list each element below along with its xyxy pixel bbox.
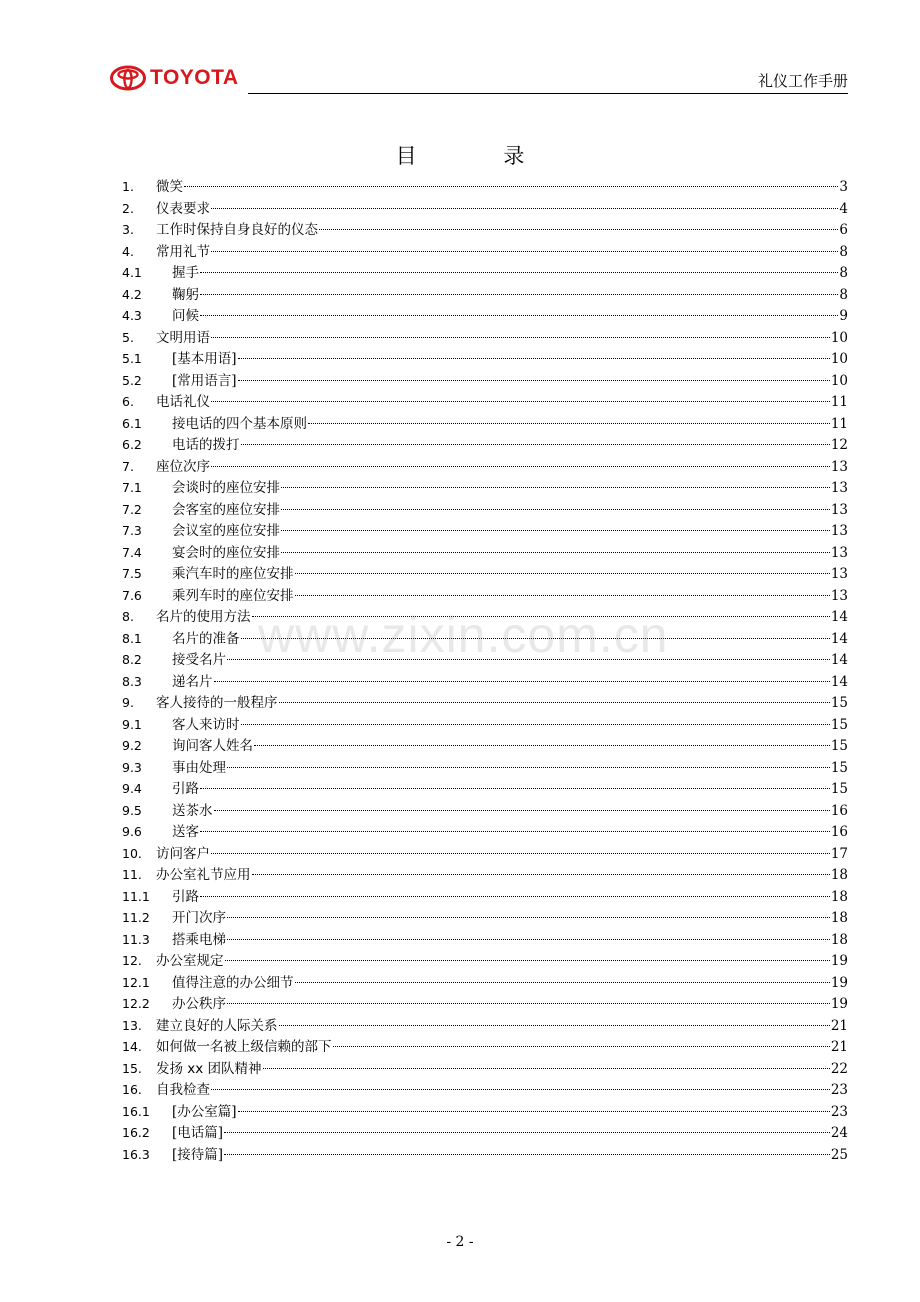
toc-entry-page: 10 [830, 372, 848, 389]
toc-entry-number: 16. [122, 1082, 142, 1097]
toc-entry-number: 12.2 [122, 996, 150, 1011]
toc-entry-page: 10 [830, 351, 848, 367]
toc-entry-label: 办公室规定 [156, 953, 224, 969]
toc-entry-label: 开门次序 [172, 910, 226, 926]
toc-entry-label: 客人接待的一般程序 [156, 695, 278, 711]
toc-entry-page: 19 [830, 953, 848, 969]
toc-leader-dots [200, 314, 838, 316]
toc-entry[interactable] [122, 1144, 848, 1166]
toc-entry-label: [接待篇] [172, 1146, 224, 1163]
toc-leader-dots [225, 959, 830, 961]
toc-entry-label: 送茶水 [172, 802, 213, 819]
toc-entry-page: 15 [830, 695, 848, 711]
toc-leader-dots [333, 1045, 830, 1047]
toc-entry-label: 会议室的座位安排 [172, 523, 280, 539]
toc-entry-page: 12 [830, 437, 848, 453]
toc-entry-number: 9. [122, 695, 134, 710]
toc-entry-label: 握手 [172, 265, 199, 281]
toc-entry-label: 名片的准备 [172, 630, 240, 647]
toc-entry-number: 12. [122, 953, 142, 968]
toc-entry-page: 14 [830, 609, 848, 625]
toc-entry-page: 11 [830, 415, 848, 432]
toc-entry[interactable] [122, 563, 848, 585]
toc-entry[interactable] [122, 198, 848, 220]
toc-entry-page: 13 [830, 587, 848, 604]
toc-entry-page: 19 [830, 974, 848, 991]
toc-leader-dots [281, 551, 830, 553]
toc-leader-dots [184, 185, 838, 187]
toc-entry-label: 送客 [172, 824, 199, 840]
toc-entry-label: [常用语言] [172, 372, 237, 389]
toc-entry-page: 21 [830, 1017, 848, 1034]
toc-leader-dots [241, 723, 830, 725]
toc-entry-label: 访问客户 [156, 845, 210, 862]
toc-entry-number: 5. [122, 329, 134, 345]
toc-entry-page: 18 [830, 888, 848, 905]
toc-entry-page: 10 [830, 329, 848, 346]
toc-entry[interactable] [122, 843, 848, 865]
toc-entry-page: 13 [830, 544, 848, 561]
toc-entry-page: 8 [839, 286, 848, 303]
toc-entry[interactable] [122, 628, 848, 650]
toc-entry-number: 4. [122, 243, 134, 259]
toc-entry[interactable] [122, 972, 848, 994]
toc-entry-number: 7.1 [122, 480, 142, 495]
toc-leader-dots [295, 594, 830, 596]
toc-entry[interactable] [122, 714, 848, 736]
toc-entry-page: 25 [830, 1146, 848, 1163]
toc-entry-number: 9.5 [122, 802, 142, 818]
toc-entry-label: 接受名片 [172, 652, 226, 668]
brand-name: TOYOTA [150, 66, 239, 89]
toc-entry[interactable] [122, 477, 848, 499]
toc-leader-dots [227, 938, 830, 940]
toc-entry[interactable] [122, 1015, 848, 1037]
toc-entry-page: 11 [830, 394, 848, 410]
toc-entry-label: 电话的拨打 [172, 437, 240, 453]
toc-entry-label: 递名片 [172, 673, 213, 690]
toc-entry[interactable] [122, 757, 848, 779]
toc-entry-number: 5.1 [122, 351, 142, 366]
header-rule [248, 93, 848, 94]
toc-entry-page: 3 [839, 179, 848, 195]
toc-entry-number: 8.2 [122, 652, 142, 667]
toc-entry-label: [基本用语] [172, 351, 237, 367]
toc-entry-number: 7.2 [122, 501, 142, 517]
toc-entry[interactable] [122, 671, 848, 693]
page-header [110, 60, 848, 96]
toc-entry-label: 如何做一名被上级信赖的部下 [156, 1039, 332, 1055]
toc-leader-dots [319, 228, 838, 230]
toc-entry-page: 8 [839, 265, 848, 281]
toc-entry-label: 电话礼仪 [156, 394, 210, 410]
toc-entry-page: 4 [839, 200, 848, 217]
toc-entry-label: 事由处理 [172, 759, 226, 776]
toc-entry-page: 15 [830, 759, 848, 776]
toc-entry-label: 引路 [172, 888, 199, 905]
toc-entry[interactable] [122, 649, 848, 671]
toc-leader-dots [200, 830, 830, 832]
toc-entry[interactable] [122, 262, 848, 284]
toc-entry-number: 9.6 [122, 824, 142, 839]
toc-entry[interactable] [122, 176, 848, 198]
toc-entry[interactable] [122, 1101, 848, 1123]
toc-entry-number: 10. [122, 845, 142, 861]
toc-leader-dots [214, 680, 830, 682]
toc-entry[interactable] [122, 735, 848, 757]
toc-entry-number: 7.4 [122, 544, 142, 560]
toc-entry-page: 8 [839, 243, 848, 260]
toc-entry[interactable] [122, 327, 848, 349]
toc-entry-page: 18 [830, 910, 848, 926]
toc-entry-label: 宴会时的座位安排 [172, 544, 280, 561]
toc-leader-dots [200, 895, 830, 897]
toc-entry-label: 会客室的座位安排 [172, 501, 280, 518]
toc-entry-number: 4.3 [122, 308, 142, 323]
toc-entry[interactable] [122, 1058, 848, 1080]
toc-entry-label: 常用礼节 [156, 243, 210, 260]
toc-entry-page: 15 [830, 781, 848, 797]
toc-entry[interactable] [122, 370, 848, 392]
toc-entry-label: 值得注意的办公细节 [172, 974, 294, 991]
toc-entry-label: 名片的使用方法 [156, 609, 251, 625]
toc-entry[interactable] [122, 542, 848, 564]
toc-entry-page: 15 [830, 738, 848, 754]
toc-leader-dots [238, 1110, 830, 1112]
toc-heading: 目 录 [395, 144, 565, 168]
toc-entry-label: [办公室篇] [172, 1103, 237, 1120]
toc-entry-page: 13 [830, 566, 848, 582]
toc-entry-page: 15 [830, 716, 848, 733]
toc-leader-dots [211, 207, 838, 209]
toc-leader-dots [279, 1024, 830, 1026]
toc-leader-dots [211, 1088, 830, 1090]
toc-entry-number: 11.2 [122, 910, 150, 925]
toc-leader-dots [252, 615, 830, 617]
toc-entry-number: 7. [122, 458, 134, 474]
toc-entry-label: 微笑 [156, 179, 183, 195]
toc-entry-page: 21 [830, 1039, 848, 1055]
toc-entry-page: 23 [830, 1103, 848, 1120]
toc-entry-page: 13 [830, 501, 848, 518]
toc-entry-number: 4.2 [122, 286, 142, 302]
toc-leader-dots [211, 400, 830, 402]
toc-leader-dots [200, 271, 838, 273]
toc-entry-number: 7.6 [122, 587, 142, 603]
toc-entry-page: 6 [839, 222, 848, 238]
toc-leader-dots [224, 1153, 830, 1155]
toc-entry-number: 11.3 [122, 931, 150, 947]
toc-entry-label: [电话篇] [172, 1125, 224, 1141]
toc-leader-dots [214, 809, 830, 811]
toc-entry-label: 乘汽车时的座位安排 [172, 566, 294, 582]
toc-leader-dots [263, 1067, 830, 1069]
page-number: - 2 - [446, 1234, 474, 1250]
toc-entry[interactable] [122, 778, 848, 800]
toc-entry[interactable] [122, 305, 848, 327]
toc-entry[interactable] [122, 864, 848, 886]
toc-entry-number: 2. [122, 200, 134, 216]
toc-entry[interactable] [122, 950, 848, 972]
toc-entry[interactable] [122, 993, 848, 1015]
toc-entry-label: 发扬 xx 团队精神 [156, 1060, 262, 1077]
toc-entry[interactable] [122, 456, 848, 478]
toyota-emblem-icon [110, 65, 146, 91]
toc-leader-dots [254, 744, 830, 746]
toc-entry-number: 12.1 [122, 974, 150, 990]
toc-entry[interactable] [122, 284, 848, 306]
toc-entry-number: 11.1 [122, 888, 150, 904]
toc-leader-dots [211, 465, 830, 467]
toc-entry-page: 14 [830, 652, 848, 668]
toc-leader-dots [281, 529, 830, 531]
toc-entry[interactable] [122, 821, 848, 843]
toc-entry-page: 19 [830, 996, 848, 1012]
toc-entry-label: 会谈时的座位安排 [172, 480, 280, 496]
toc-entry-number: 6.2 [122, 437, 142, 452]
toc-entry-label: 乘列车时的座位安排 [172, 587, 294, 604]
toc-entry-number: 1. [122, 179, 134, 194]
toc-leader-dots [200, 293, 838, 295]
toc-entry-label: 客人来访时 [172, 716, 240, 733]
toc-entry-number: 8.3 [122, 673, 142, 689]
toc-entry-label: 仪表要求 [156, 200, 210, 217]
toc-leader-dots [252, 873, 830, 875]
toc-entry[interactable] [122, 692, 848, 714]
toc-entry-label: 建立良好的人际关系 [156, 1017, 278, 1034]
toc-entry-number: 7.5 [122, 566, 142, 581]
toc-entry[interactable] [122, 520, 848, 542]
document-title: 礼仪工作手册 [757, 72, 848, 90]
toc-entry-page: 13 [830, 458, 848, 475]
toc-entry-number: 4.1 [122, 265, 142, 280]
toc-leader-dots [211, 852, 830, 854]
toc-entry-number: 7.3 [122, 523, 142, 538]
toc-entry-number: 16.2 [122, 1125, 150, 1140]
toc-entry[interactable] [122, 585, 848, 607]
toc-entry[interactable] [122, 800, 848, 822]
toc-entry-number: 15. [122, 1060, 142, 1076]
toc-entry-number: 8.1 [122, 630, 142, 646]
toc-entry-label: 办公秩序 [172, 996, 226, 1012]
toc-entry-page: 14 [830, 673, 848, 690]
toc-entry-page: 18 [830, 931, 848, 948]
toc-entry-page: 13 [830, 523, 848, 539]
toc-leader-dots [211, 336, 830, 338]
toc-entry-label: 搭乘电梯 [172, 931, 226, 948]
toc-entry-number: 16.3 [122, 1146, 150, 1162]
toc-leader-dots [279, 701, 830, 703]
toc-leader-dots [224, 1131, 830, 1133]
toc-leader-dots [241, 443, 830, 445]
watermark: www.zixin.com.cn [258, 607, 669, 663]
toc-entry-page: 14 [830, 630, 848, 647]
toc-entry[interactable] [122, 499, 848, 521]
toc-leader-dots [295, 981, 830, 983]
toc-leader-dots [295, 572, 830, 574]
toc-entry-number: 9.4 [122, 781, 142, 796]
toc-entry[interactable] [122, 929, 848, 951]
toc-entry[interactable] [122, 1079, 848, 1101]
table-of-contents [122, 176, 848, 1165]
toc-entry-number: 5.2 [122, 372, 142, 388]
toc-entry-page: 24 [830, 1125, 848, 1141]
toc-entry-label: 引路 [172, 781, 199, 797]
toc-leader-dots [308, 422, 830, 424]
toc-entry-label: 询问客人姓名 [172, 738, 253, 754]
toc-entry[interactable] [122, 434, 848, 456]
toc-entry-number: 9.2 [122, 738, 142, 753]
toc-entry-page: 22 [830, 1060, 848, 1077]
toc-leader-dots [211, 250, 838, 252]
toc-entry[interactable] [122, 391, 848, 413]
toc-leader-dots [238, 357, 830, 359]
toc-entry-number: 9.3 [122, 759, 142, 775]
toc-entry-page: 17 [830, 845, 848, 862]
toc-entry-number: 14. [122, 1039, 142, 1054]
toc-entry[interactable] [122, 413, 848, 435]
toc-entry-number: 8. [122, 609, 134, 624]
toc-leader-dots [238, 379, 830, 381]
toc-entry-number: 6. [122, 394, 134, 409]
toc-entry-page: 16 [830, 824, 848, 840]
toc-entry-page: 9 [839, 308, 848, 324]
toc-entry-number: 16.1 [122, 1103, 150, 1119]
toc-entry-label: 工作时保持自身良好的仪态 [156, 222, 318, 238]
toc-entry-label: 问候 [172, 308, 199, 324]
toc-leader-dots [227, 658, 830, 660]
toyota-logo [110, 64, 239, 92]
toc-entry-number: 6.1 [122, 415, 142, 431]
toc-entry-page: 16 [830, 802, 848, 819]
toc-leader-dots [227, 916, 830, 918]
toc-entry-label: 鞠躬 [172, 286, 199, 303]
toc-leader-dots [200, 787, 830, 789]
toc-leader-dots [227, 1002, 830, 1004]
toc-entry-label: 座位次序 [156, 458, 210, 475]
toc-entry-page: 18 [830, 867, 848, 883]
toc-leader-dots [281, 486, 830, 488]
toc-entry-number: 3. [122, 222, 134, 237]
toc-entry[interactable] [122, 907, 848, 929]
toc-entry[interactable] [122, 606, 848, 628]
toc-entry-number: 11. [122, 867, 142, 882]
toc-entry-label: 接电话的四个基本原则 [172, 415, 307, 432]
toc-entry-number: 13. [122, 1017, 142, 1033]
toc-entry[interactable] [122, 219, 848, 241]
toc-entry[interactable] [122, 1036, 848, 1058]
toc-leader-dots [281, 508, 830, 510]
toc-entry[interactable] [122, 1122, 848, 1144]
toc-entry-page: 23 [830, 1082, 848, 1098]
toc-entry-number: 9.1 [122, 716, 142, 732]
toc-entry-label: 办公室礼节应用 [156, 867, 251, 883]
toc-leader-dots [227, 766, 830, 768]
toc-entry-label: 文明用语 [156, 329, 210, 346]
toc-entry-page: 13 [830, 480, 848, 496]
toc-entry[interactable] [122, 886, 848, 908]
toc-entry-label: 自我检查 [156, 1082, 210, 1098]
toc-entry[interactable] [122, 241, 848, 263]
toc-leader-dots [241, 637, 830, 639]
toc-entry[interactable] [122, 348, 848, 370]
